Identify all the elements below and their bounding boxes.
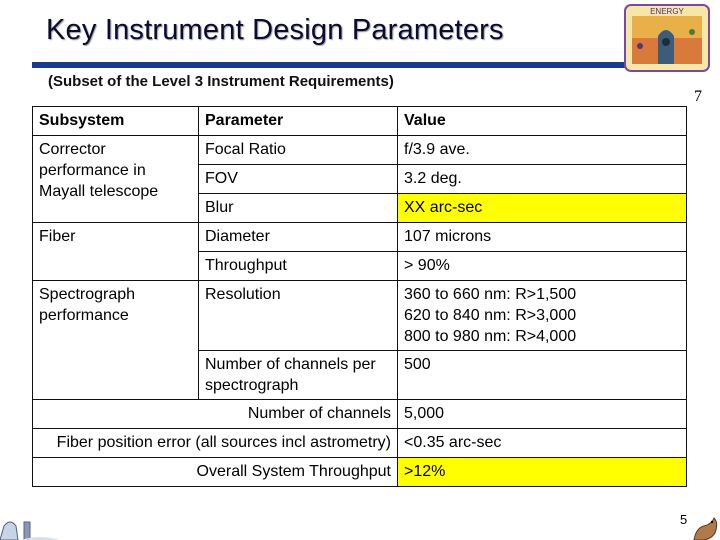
table-row bbox=[33, 136, 687, 165]
summary-row bbox=[33, 429, 687, 458]
header-subsystem: Subsystem bbox=[33, 107, 199, 136]
summary-label: Number of channels bbox=[33, 400, 398, 429]
energy-logo bbox=[622, 2, 712, 74]
resolution-line: 800 to 980 nm: R>4,000 bbox=[404, 328, 577, 345]
summary-label: Overall System Throughput bbox=[33, 458, 398, 487]
subsystem-fiber: Fiber bbox=[33, 223, 199, 281]
table-row bbox=[33, 223, 687, 252]
value-cell: 500 bbox=[398, 351, 687, 400]
squirrel-icon bbox=[690, 514, 720, 540]
summary-value: 5,000 bbox=[398, 400, 687, 429]
page-number-top: 7 bbox=[694, 88, 702, 105]
resolution-line: 360 to 660 nm: R>1,500 bbox=[404, 286, 577, 303]
header-parameter: Parameter bbox=[199, 107, 398, 136]
parameters-table bbox=[32, 106, 687, 487]
summary-row bbox=[33, 400, 687, 429]
value-cell-highlighted: XX arc-sec bbox=[398, 194, 687, 223]
parameter-cell: Focal Ratio bbox=[199, 136, 398, 165]
subsystem-spectrograph: Spectrograph performance bbox=[33, 281, 199, 400]
header-value: Value bbox=[398, 107, 687, 136]
slide-title: Key Instrument Design Parameters bbox=[46, 14, 504, 46]
summary-row bbox=[33, 458, 687, 487]
title-underline bbox=[32, 62, 650, 68]
parameter-cell: FOV bbox=[199, 165, 398, 194]
telescope-dome-icon bbox=[0, 508, 60, 540]
value-cell-resolution bbox=[398, 281, 687, 351]
value-cell: 107 microns bbox=[398, 223, 687, 252]
slide-subtitle: (Subset of the Level 3 Instrument Requirements) bbox=[48, 73, 394, 90]
parameter-cell: Blur bbox=[199, 194, 398, 223]
parameter-cell: Throughput bbox=[199, 252, 398, 281]
page-number-bottom: 5 bbox=[680, 512, 688, 527]
value-cell: 3.2 deg. bbox=[398, 165, 687, 194]
value-cell: f/3.9 ave. bbox=[398, 136, 687, 165]
value-cell: > 90% bbox=[398, 252, 687, 281]
table-row bbox=[33, 281, 687, 351]
table-header-row bbox=[33, 107, 687, 136]
logo-text: ENERGY bbox=[650, 7, 684, 16]
parameter-cell: Number of channels per spectrograph bbox=[199, 351, 398, 400]
summary-label: Fiber position error (all sources incl astrometry) bbox=[33, 429, 398, 458]
parameter-cell: Resolution bbox=[199, 281, 398, 351]
subsystem-corrector: Corrector performance in Mayall telescope bbox=[33, 136, 199, 223]
summary-value: <0.35 arc-sec bbox=[398, 429, 687, 458]
parameter-cell: Diameter bbox=[199, 223, 398, 252]
resolution-line: 620 to 840 nm: R>3,000 bbox=[404, 307, 577, 324]
summary-value-highlighted: >12% bbox=[398, 458, 687, 487]
